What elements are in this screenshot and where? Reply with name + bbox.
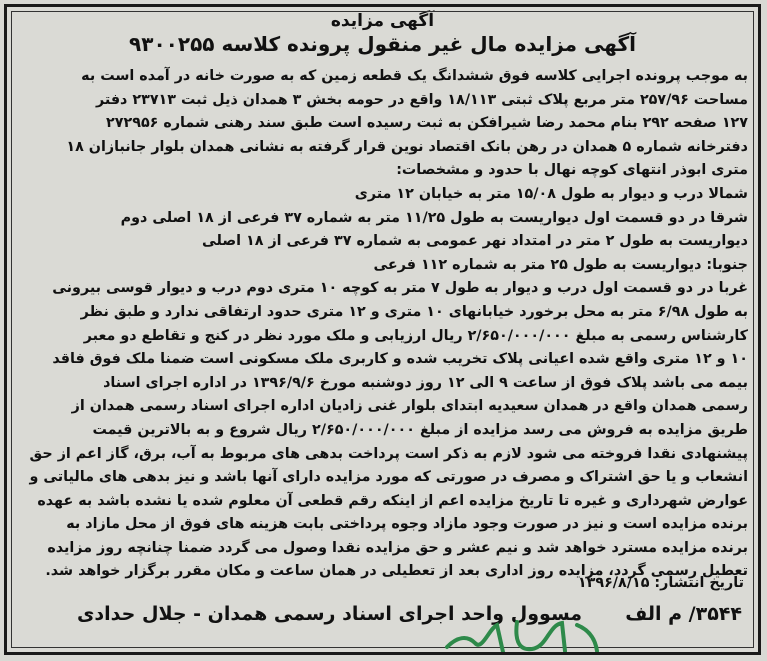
body-line: متری ابوذر انتهای کوچه نهال با حدود و مشخصات:	[396, 162, 748, 179]
body-line: بیمه می باشد پلاک فوق از ساعت ۹ الی ۱۲ روز دوشنبه مورخ ۱۳۹۶/۹/۶ در اداره اجرای اسناد	[103, 374, 748, 391]
body-line: دفترخانه شماره ۵ همدان در رهن بانک اقتصاد نوین قرار گرفته به نشانی همدان بلوار جانبازان ۱۸	[66, 138, 748, 155]
body-line: رسمی همدان واقع در همدان سعیدیه ابتدای بلوار غنی زادیان اداره اجرای اسناد رسمی همدان از	[71, 398, 748, 415]
body-line: کارشناس رسمی به مبلغ ۲/۶۵۰/۰۰۰/۰۰۰ ریال ارزیابی و ملک مورد نظر در کنج و تقاطع دو معبر	[83, 327, 748, 344]
handwritten-mark	[437, 607, 607, 655]
notice-title: آگهی مزایده	[330, 11, 435, 31]
handwritten-stroke	[447, 622, 597, 652]
body-line: ۱۲۷ صفحه ۲۹۲ بنام محمد رضا شیرافکن به ثبت رسیده است طبق سند رهنی شماره ۲۷۲۹۵۶	[106, 115, 748, 132]
notice-code: ۳۵۴۴/ م الف	[625, 603, 742, 625]
body-line: شرقا در دو قسمت اول دیواریست به طول ۱۱/۲۵ متر به شماره ۳۷ فرعی از ۱۸ اصلی دوم	[120, 209, 748, 226]
body-line: غربا در دو قسمت اول درب و دیوار به طول ۷ متر به کوچه ۱۰ متری دوم درب و دیوار قوسی بیرونی	[52, 280, 748, 297]
body-line: ۱۰ و ۱۲ متری واقع شده اعیانی پلاک تخریب شده و کاربری ملک مسکونی است ضمنا ملک فوق فاقد	[52, 351, 748, 368]
body-line: تعطیل رسمی گردد، مزایده روز اداری بعد از تعطیلی در همان ساعت و مکان مقرر برگزار خواهد شد.	[45, 563, 748, 580]
body-line: به طول ۶/۹۸ متر به محل برخورد خیابانهای ۱۰ متری و ۱۲ متری حدود ارتفاقی ندارد و طبق نظر	[80, 303, 748, 320]
body-line: انشعاب و یا حق اشتراک و مصرف در صورتی که مورد مزایده دارای آنها باشد و نیز بدهی های مالیاتی و	[29, 469, 748, 486]
notice-subtitle: آگهی مزایده مال غیر منقول پرونده کلاسه ۹۳۰۰۲۵۵	[129, 32, 636, 56]
body-line: برنده مزایده مسترد خواهد شد و نیم عشر و حق مزایده نقدا وصول می گردد ضمنا چنانچه روز مزایده	[47, 539, 748, 556]
body-line: به موجب پرونده اجرایی کلاسه فوق ششدانگ یک قطعه زمین که به صورت خانه در آمده است به	[81, 68, 748, 84]
body-line: دیواریست به طول ۲ متر در امتداد نهر عمومی به شماره ۳۷ فرعی از ۱۸ اصلی	[202, 233, 748, 250]
body-line: پیشنهادی نقدا فروخته می شود لازم به ذکر است پرداخت بدهی های مربوط به آب، برق، گاز اعم از حق	[29, 445, 748, 462]
body-line: مساحت ۲۵۷/۹۶ متر مربع پلاک ثبتی ۱۸/۱۱۳ واقع در حومه بخش ۳ همدان ذیل ثبت ۲۳۷۱۳ دفتر	[95, 91, 748, 108]
publication-date: تاریخ انتشار: ۱۳۹۶/۸/۱۵	[577, 575, 744, 591]
auction-notice	[4, 4, 761, 655]
body-line: جنوبا: دیواریست به طول ۲۵ متر به شماره ۱۱۲ فرعی	[373, 256, 748, 273]
body-line: طریق مزایده به فروش می رسد مزایده از مبلغ ۲/۶۵۰/۰۰۰/۰۰۰ ریال شروع و به بالاترین قیمت	[92, 421, 748, 438]
body-line: برنده مزایده است و نیز در صورت وجود مازاد وجوه پرداختی بابت هزینه های فوق از محل مازاد به	[66, 516, 748, 533]
notice-footer	[17, 603, 748, 629]
notice-body	[15, 65, 748, 584]
body-line: عوارض شهرداری و غیره تا تاریخ مزایده اعم از اینکه رقم قطعی آن معلوم شده یا نشده باشد به عهده	[37, 492, 748, 509]
body-line: شمالا درب و دیوار به طول ۱۵/۰۸ متر به خیابان ۱۲ متری	[354, 185, 748, 202]
signature-line: مسوول واحد اجرای اسناد رسمی همدان - جلال حدادی	[77, 603, 583, 625]
